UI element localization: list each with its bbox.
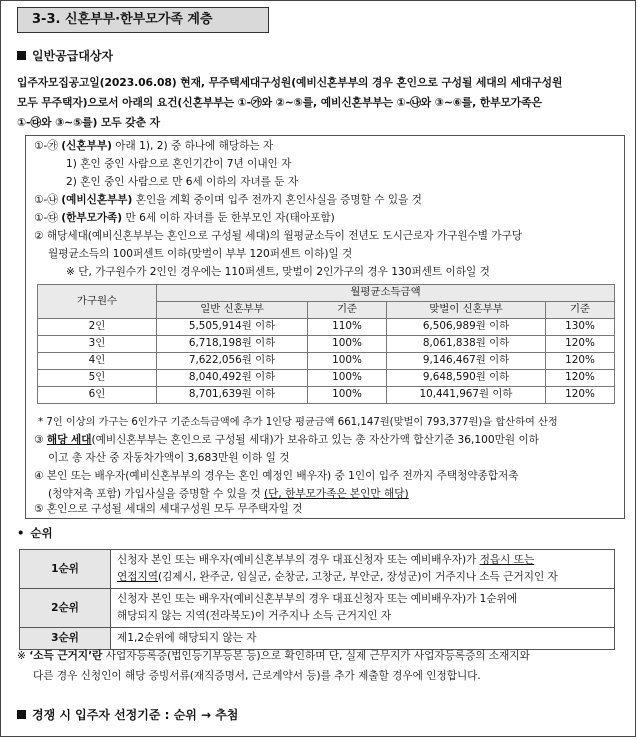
income-subheader: 기준 [308,302,387,319]
income-header-group: 월평균소득금액 [157,285,615,302]
income-subheader: 맞벌이 신혼부부 [387,302,546,319]
income-star-note: * 7인 이상의 가구는 6인가구 기준소득금액에 추가 1인당 평균금액 661,147원(맞벌이 793,377원)을 합산하여 산정 [38,417,558,428]
req-assets-line1: ③ 해당 세대(예비신혼부부는 혼인으로 구성될 세대)가 보유하고 있는 총 자산가액 합산기준 36,100만원 이하 [34,434,539,446]
table-row: 3인 6,718,198원 이하 100% 8,061,838원 이하 120% [38,336,615,353]
income-base-note: ※ ‘소득 근거지’란 사업자등록증(법인등기부등본 등)으로 확인하며 단, 실제 근무지가 사업자등록증의 소재지와 다른 경우 신청인이 해당 증빙서류(재직증명서, 근로계약서 등)를 추가 제출할 경우에 인정합니다. [17,650,530,682]
ranking-heading: • 순위 [17,526,53,540]
rank-label: 1순위 [20,550,111,589]
general-supply-heading: 일반공급대상자 [17,47,113,65]
rank-desc: 제1,2순위에 해당되지 않는 자 [111,628,615,650]
req-newlywed: ①-㉮ (신혼부부) 아래 1), 2) 중 하나에 해당하는 자 [34,140,274,152]
req-prospective: ①-㉯ (예비신혼부부) 혼인을 계획 중이며 입주 전까지 혼인사실을 증명할 수 있을 것 [34,194,422,206]
rank-desc: 신청자 본인 또는 배우자(예비신혼부부의 경우 대표신청자 또는 예비배우자)가 정읍시 또는 연접지역(김제시, 완주군, 임실군, 순창군, 고창군, 부안군, 장성군)이 거주지나 소득 근거지인 자 [111,550,615,589]
square-bullet-icon [17,710,26,719]
rank-label: 3순위 [20,628,111,650]
table-row [20,589,615,628]
req-newlywed-sub1: 1) 혼인 중인 사람으로 혼인기간이 7년 이내인 자 [66,158,292,170]
req-no-house: ⑤ 혼인으로 구성될 세대의 세대구성원 모두 무주택자일 것 [34,503,303,515]
table-row [20,550,615,589]
req-single-parent: ①-㉰ (한부모가족) 만 6세 이하 자녀를 둔 한부모인 자(태아포함) [34,212,335,224]
table-row: 6인 8,701,639원 이하 100% 10,441,967원 이하 120% [38,387,615,404]
req-income-note: ※ 단, 가구원수가 2인인 경우에는 110퍼센트, 맞벌이 2인가구의 경우 130퍼센트 이하일 것 [66,266,490,278]
req-assets-line2: 이고 총 자산 중 자동차가액이 3,683만원 이하 일 것 [48,452,290,464]
income-subheader: 일반 신혼부부 [157,302,308,319]
req-savings-line2: (청약저축 포함) 가입사실을 증명할 수 있을 것 (단, 한부모가족은 본인만 해당) [48,488,409,500]
req-income-line1: ② 해당세대(예비신혼부부는 혼인으로 구성될 세대)의 월평균소득이 전년도 도시근로자 가구원수별 가구당 [34,230,523,242]
section-title: 3-3. 신혼부부·한부모가족 계층 [17,7,269,33]
table-row: 2인 5,505,914원 이하 110% 6,506,989원 이하 130% [38,319,615,336]
selection-criteria-heading: 경쟁 시 입주자 선정기준 : 순위 → 추첨 [17,706,238,724]
eligibility-intro: 입주자모집공고일(2023.06.08) 현재, 무주택세대구성원(예비신혼부부의 경우 혼인으로 구성될 세대의 세대구성원 모두 무주택자)으로서 아래의 요건(신혼부부는 ①-㉮와 ②~⑤를, 예비신혼부부는 ①-㉯와 ③~⑥를, 한부모가족은 ①-㉰와 ③~⑤를) 모두 갖춘 자 [17,76,563,129]
req-newlywed-sub2: 2) 혼인 중인 사람으로 만 6세 이하의 자녀를 둔 자 [66,176,299,188]
req-income-line2: 월평균소득의 100퍼센트 이하(맞벌이 부부 120퍼센트 이하)일 것 [48,248,353,260]
rank-label: 2순위 [20,589,111,628]
income-table [37,284,615,404]
dot-bullet-icon: • [17,526,25,540]
rank-desc: 신청자 본인 또는 배우자(예비신혼부부의 경우 대표신청자 또는 예비배우자)가 1순위에 해당되지 않는 지역(전라북도)이 거주지나 소득 근거지인 자 [111,589,615,628]
ranking-table [19,549,615,650]
table-row: 5인 8,040,492원 이하 100% 9,648,590원 이하 120% [38,370,615,387]
req-savings-line1: ④ 본인 또는 배우자(예비신혼부부의 경우는 혼인 예정인 배우자) 중 1인이 입주 전까지 주택청약종합저축 [34,470,519,482]
table-row: 4인 7,622,056원 이하 100% 9,146,467원 이하 120% [38,353,615,370]
square-bullet-icon [17,51,26,60]
income-subheader: 기준 [546,302,615,319]
income-header-household: 가구원수 [38,285,157,319]
